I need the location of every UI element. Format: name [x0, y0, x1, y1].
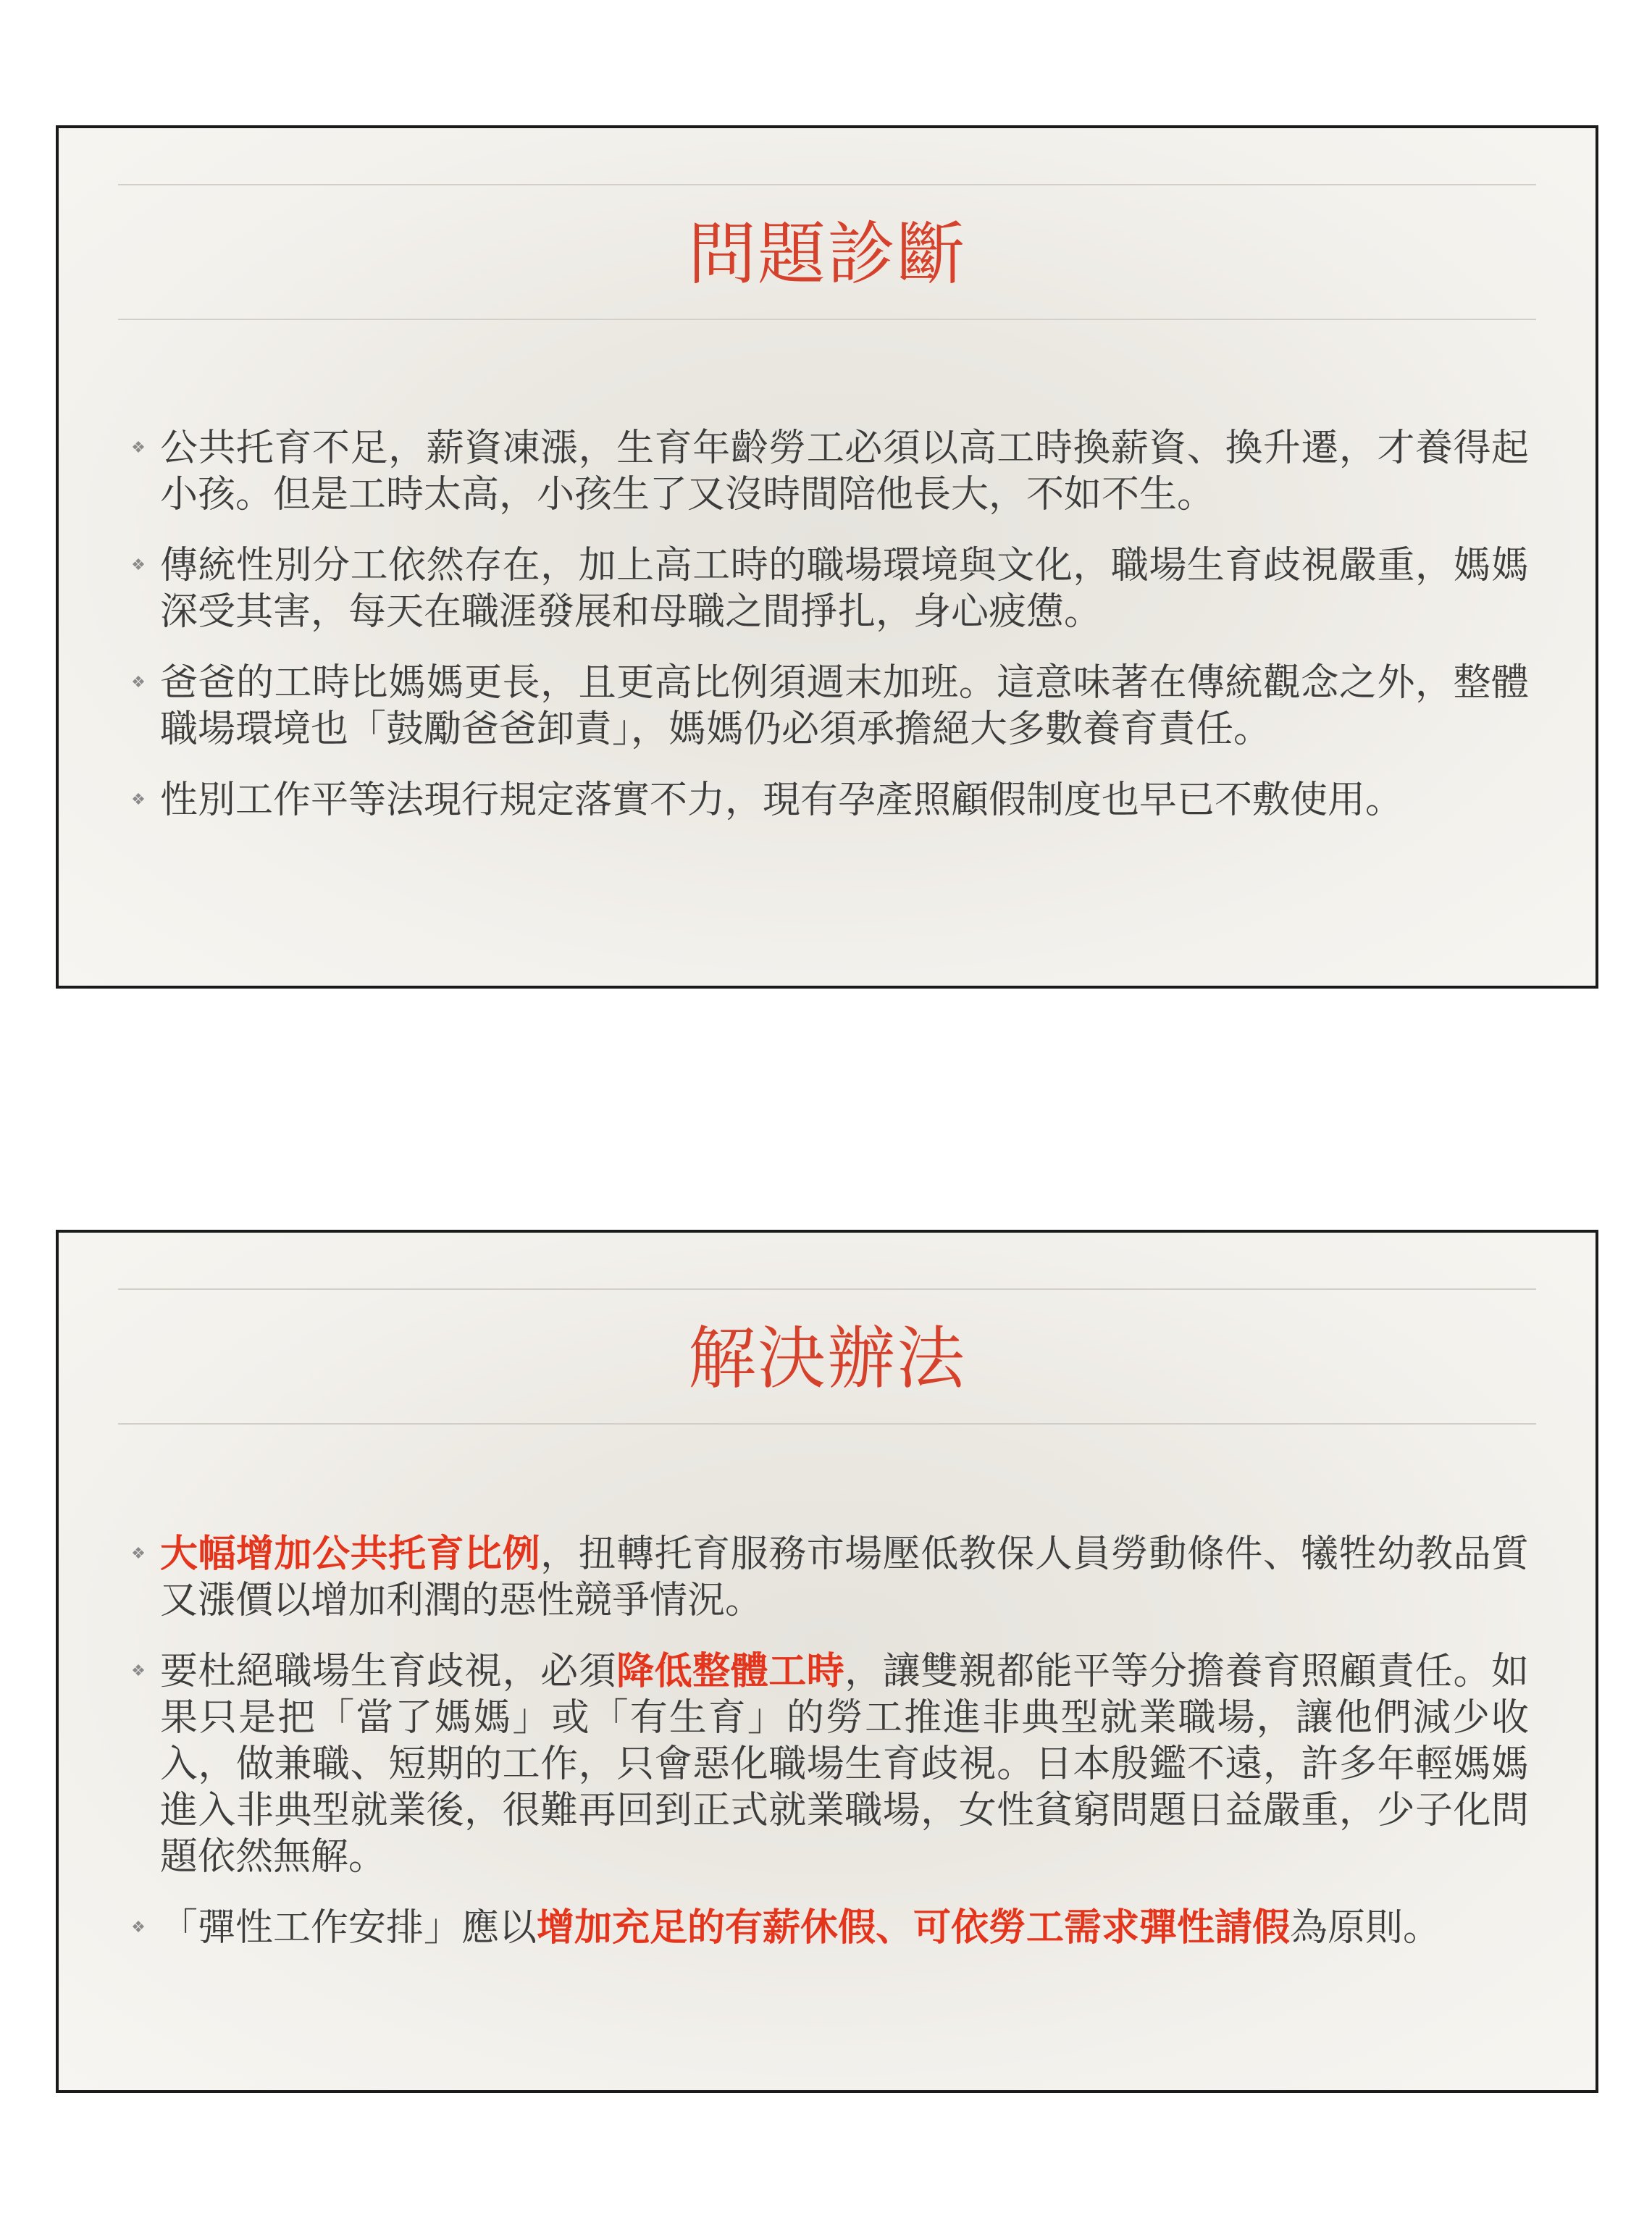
bullet-list: [127, 425, 1529, 848]
bullet-text: ，扭轉托育服務市場壓低教保人員勞動條件、犧牲幼教品質又漲價以增加利潤的惡性競爭情況。: [160, 1532, 1529, 1622]
title-rule-top: [118, 1288, 1536, 1290]
title-rule-bottom: [118, 1423, 1536, 1425]
bullet-item: [127, 425, 1529, 518]
bullet-item: [127, 777, 1529, 823]
bullet-text: 要杜絕職場生育歧視，必須: [160, 1650, 617, 1693]
diamond-bullet-icon: ❖: [131, 1545, 146, 1563]
bullet-text: 公共托育不足，薪資凍漲，生育年齡勞工必須以高工時換薪資、換升遷，才養得起小孩。但是工時太高，小孩生了又沒時間陪他長大，不如不生。: [160, 427, 1529, 516]
slide-title: 解決辦法: [687, 1320, 966, 1399]
bullet-list: [127, 1531, 1529, 1976]
highlight-text: 增加充足的有薪休假、可依勞工需求彈性請假: [537, 1905, 1291, 1950]
bullet-text: 為原則。: [1290, 1906, 1441, 1950]
highlight-text: 大幅增加公共托育比例: [160, 1532, 541, 1576]
diamond-bullet-icon: ❖: [131, 674, 146, 692]
bullet-item: [127, 660, 1529, 752]
title-rule-top: [118, 184, 1536, 185]
slide-problem-diagnosis: [56, 125, 1598, 989]
slide-title: 問題診斷: [687, 215, 966, 294]
diamond-bullet-icon: ❖: [131, 556, 146, 574]
diamond-bullet-icon: ❖: [131, 1919, 146, 1937]
bullet-item: [127, 1531, 1529, 1624]
bullet-item: [127, 1648, 1529, 1880]
bullet-text: 性別工作平等法現行規定落實不力，現有孕產照顧假制度也早已不敷使用。: [160, 779, 1404, 822]
slide-solutions: [56, 1230, 1598, 2093]
diamond-bullet-icon: ❖: [131, 439, 146, 457]
bullet-text: 爸爸的工時比媽媽更長，且更高比例須週末加班。這意味著在傳統觀念之外，整體職場環境也「鼓勵爸爸卸責」，媽媽仍必須承擔絕大多數養育責任。: [160, 661, 1529, 751]
diamond-bullet-icon: ❖: [131, 1662, 146, 1680]
title-rule-bottom: [118, 319, 1536, 320]
highlight-text: 降低整體工時: [616, 1649, 845, 1693]
bullet-item: [127, 542, 1529, 635]
bullet-text: 「彈性工作安排」應以: [160, 1906, 537, 1950]
bullet-text: 傳統性別分工依然存在，加上高工時的職場環境與文化，職場生育歧視嚴重，媽媽深受其害，每天在職涯發展和母職之間掙扎，身心疲憊。: [160, 544, 1529, 634]
bullet-text: ，讓雙親都能平等分擔養育照顧責任。如果只是把「當了媽媽」或「有生育」的勞工推進非典型就業職場，讓他們減少收入，做兼職、短期的工作，只會惡化職場生育歧視。日本殷鑑不遠，許多年輕媽媽進入非典型就業後，很難再回到正式就業職場，女性貧窮問題日益嚴重，少子化問題依然無解。: [160, 1650, 1529, 1879]
diamond-bullet-icon: ❖: [131, 791, 146, 809]
bullet-item: [127, 1905, 1529, 1951]
